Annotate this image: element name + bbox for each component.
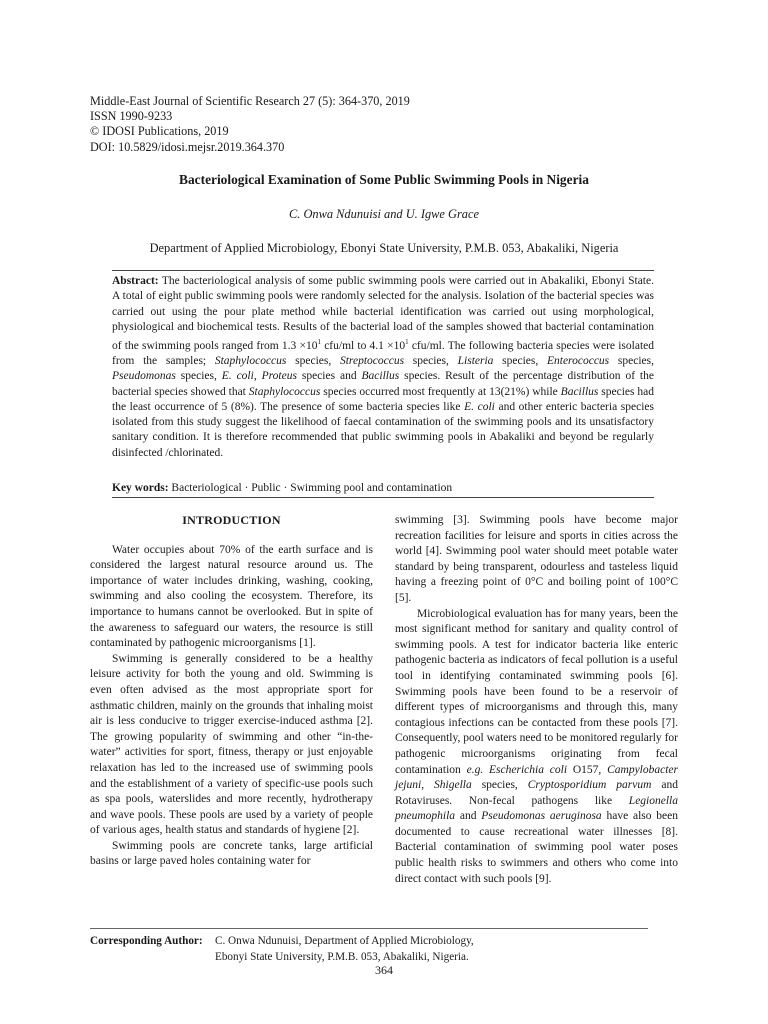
species-name: Listeria <box>457 355 494 368</box>
paragraph-text: Microbiological evaluation has for many years, been the most significant method for sanitary and quality control of swimming pools. A test for indicator bacteria like enteric pathogenic bacteria as indicators of fecal pollution is a useful tool in identifying contaminated swimming pools [6]. Swimming pools have been found to be a reservoir of different types of microorganisms and through this, many contagious infections can be contacted from these pools [7]. Consequently, pool waters need to be monitored regularly for pathogenic microorganisms originating from fecal contamination <box>395 607 678 776</box>
abstract-text: species had the least occurrence of 5 (8%). The presence of some bacteria species like <box>112 385 654 413</box>
paragraph-text: e.g. <box>466 763 484 776</box>
footer-rule <box>90 928 648 929</box>
abstract-text: species, <box>286 355 340 368</box>
journal-citation: Middle-East Journal of Scientific Research 27 (5): 364-370, 2019 <box>90 94 410 108</box>
abstract-text: species occurred most frequently at 13(21%) while <box>320 385 561 398</box>
abstract-superscript: 1 <box>405 338 409 346</box>
intro-paragraph-1: Water occupies about 70% of the earth surface and is considered the largest natural resource around us. The importance of water includes drinking, washing, cooking, swimming and also cooling the ecosystem. Therefore, its importance to humans cannot be overlooked. But in spite of the awareness to safeguard our waters, the resource is still contaminated by pathogenic microorganisms [1]. <box>90 543 373 650</box>
journal-copyright: © IDOSI Publications, 2019 <box>90 124 229 139</box>
left-column <box>90 513 373 870</box>
keywords <box>112 481 654 496</box>
paper-title: Bacteriological Examination of Some Public Swimming Pools in Nigeria <box>179 172 589 187</box>
corresponding-author-line1: C. Onwa Ndunuisi, Department of Applied Microbiology, <box>215 935 474 947</box>
abstract-text: species, <box>493 355 547 368</box>
species-name: Cryptosporidium parvum <box>527 779 652 792</box>
journal-issn: ISSN 1990-9233 <box>90 109 173 124</box>
author-affiliation: Department of Applied Microbiology, Ebonyi State University, P.M.B. 053, Abakaliki, Nigeria <box>149 241 619 255</box>
journal-doi[interactable]: DOI: 10.5829/idosi.mejsr.2019.364.370 <box>90 139 285 154</box>
page-number: 364 <box>375 963 393 977</box>
abstract-paragraph <box>112 274 654 461</box>
paper-authors: C. Onwa Ndunuisi and U. Igwe Grace <box>289 207 479 221</box>
species-name: Bacillus <box>361 370 400 383</box>
intro-paragraph-3: Swimming pools are concrete tanks, large artificial basins or large paved holes containing water for <box>90 839 373 868</box>
species-name: Shigella <box>434 779 472 792</box>
species-name: Escherichia coli <box>489 763 568 776</box>
intro-paragraph-3-cont: swimming [3]. Swimming pools have become major recreation facilities for leisure and sports in cities across the world [4]. Swimming pool water should meet potable water standard by being transparent, odourless and tasteless liquid having a freezing point of 0°C and boiling point of 100°C [5]. <box>395 514 678 604</box>
abstract-text: , <box>253 370 262 383</box>
abstract-text: cfu/ml. The following bacteria species were isolated from the samples; <box>112 339 654 368</box>
paragraph-text: have also been documented to cause recreational water illnesses [8]. Bacterial contamination of swimming pool water poses public health risks to swimmers and others who come into direct contact with such pools [9]. <box>395 810 678 885</box>
species-name: Pseudomonas aeruginosa <box>481 810 602 823</box>
intro-paragraph-4 <box>395 607 678 888</box>
right-column <box>395 513 678 887</box>
abstract <box>112 274 654 461</box>
intro-paragraph-2: Swimming is generally considered to be a healthy leisure activity for both the young and old. Swimming is even often advised as the most appropriate sport for asthmatic children, mainly on the grounds that inhaling moist air is less conducive to trigger exercise-induced asthma [2]. The growing popularity of swimming and other “in-the-water” activities for sport, fitness, therapy or just enjoyable relaxation has led to the increased use of swimming pools and the establishment of a variety of specific-use pools such as spa pools, waterslides and more recently, hydrotherapy and wave pools. These pools are used by a variety of people of various ages, health status and standards of hygiene [2]. <box>90 652 373 837</box>
introduction-heading: INTRODUCTION <box>182 513 281 527</box>
abstract-text: species and <box>296 370 362 383</box>
species-name: E. coli <box>464 400 495 413</box>
abstract-text: species, <box>404 355 458 368</box>
corresponding-author <box>90 933 474 965</box>
corresponding-author-label: Corresponding Author: <box>90 935 203 947</box>
abstract-label: Abstract: <box>112 275 159 287</box>
species-name: Streptococcus <box>339 355 405 368</box>
species-name: Staphylococcus <box>214 355 287 368</box>
species-name: Proteus <box>261 370 297 383</box>
species-name: Campylobacter jejuni <box>395 763 678 792</box>
paragraph-text: and <box>455 810 482 823</box>
keywords-text: Bacteriological · Public · Swimming pool and contamination <box>168 482 453 494</box>
abstract-text: The bacteriological analysis of some public swimming pools were carried out in Abakaliki, Ebonyi State. A total of eight public swimming pools were randomly selected for the analysis. Isolation of the bacterial species was carried out using the pour plate method while bacterial identification was carried out using morphological, physiological and biochemical tests. Results of the bacterial load of the samples showed that bacterial contamination of the swimming pools ranged from 1.3 ×10 <box>112 275 654 352</box>
species-name: Pseudomonas <box>112 370 176 383</box>
paragraph-text: species, <box>471 779 528 792</box>
species-name: Enterococcus <box>546 355 610 368</box>
paragraph-text: and Rotaviruses. Non-fecal pathogens like <box>395 779 678 807</box>
abstract-text: cfu/ml to 4.1 ×10 <box>321 339 406 352</box>
journal-info <box>90 94 410 155</box>
abstract-text: species, <box>175 370 222 383</box>
species-name: Bacillus <box>560 385 599 398</box>
abstract-text: species. Result of the percentage distribution of the bacterial species showed that <box>112 370 654 398</box>
paragraph-text: O157, <box>567 763 608 776</box>
paragraph-text: , <box>421 779 435 792</box>
abstract-text: and other enteric bacteria species isolated from this study suggest the likelihood of faecal contamination of the swimming pools and its unsatisfactory sanitary condition. It is therefore recommended that public swimming pools in Abakaliki and beyond be regularly disinfected /chlorinated. <box>112 400 654 459</box>
abstract-superscript: 1 <box>317 338 321 346</box>
abstract-text: species, <box>609 355 654 368</box>
abstract-top-rule <box>112 270 654 271</box>
keywords-bottom-rule <box>112 497 654 498</box>
keywords-label: Key words: <box>112 482 169 494</box>
species-name: E. coli <box>221 370 254 383</box>
corresponding-author-line2: Ebonyi State University, P.M.B. 053, Abakaliki, Nigeria. <box>215 951 469 963</box>
species-name: Staphylococcus <box>248 385 321 398</box>
species-name: Legionella pneumophila <box>395 794 678 823</box>
